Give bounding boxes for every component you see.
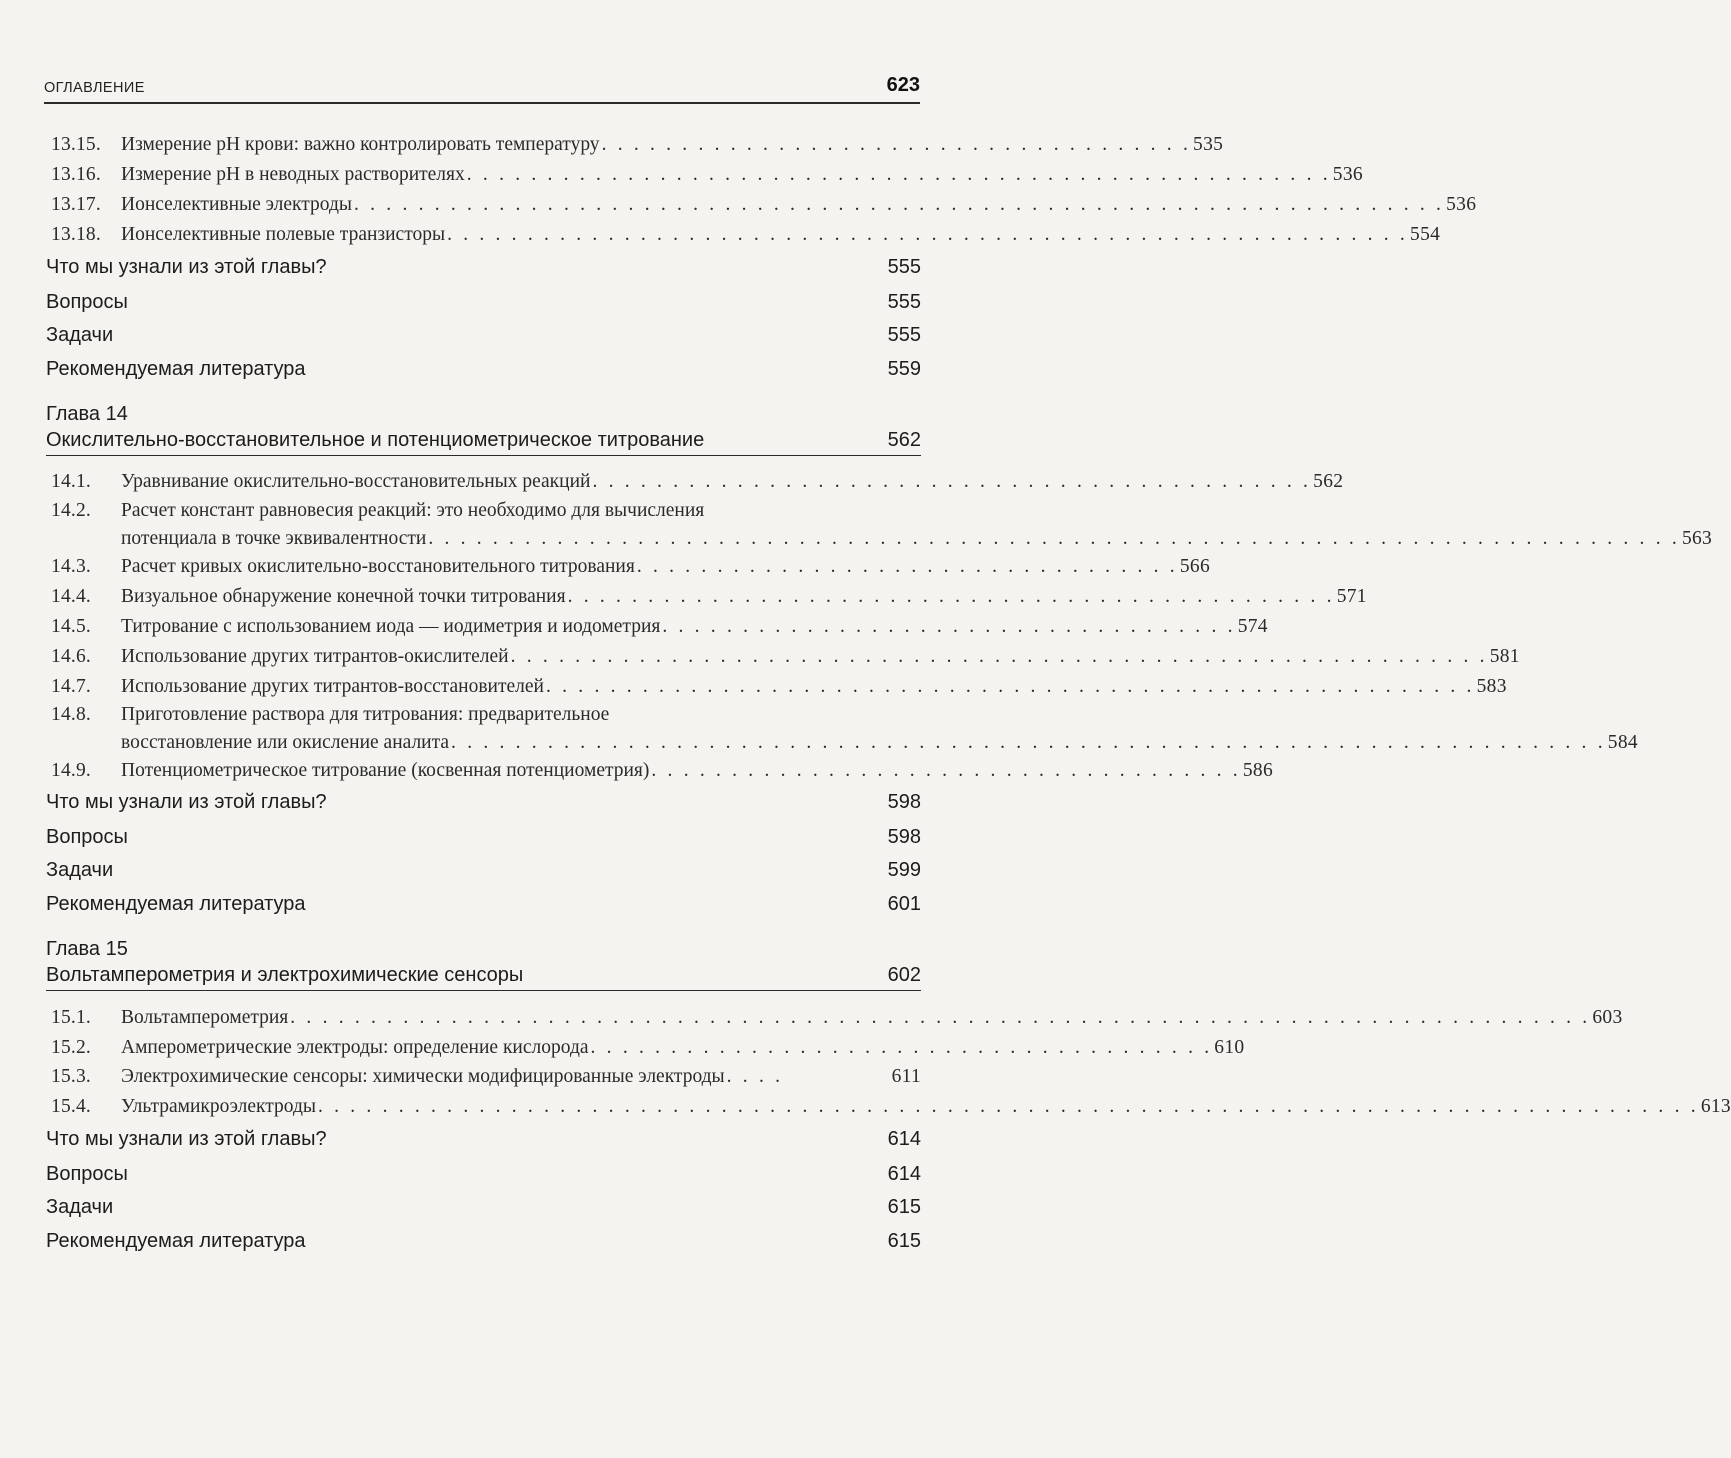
toc-entry-14-3[interactable] bbox=[46, 553, 1211, 581]
toc-entry-page: 535 bbox=[1193, 134, 1224, 155]
toc-entry-number: 14.8. bbox=[51, 704, 91, 725]
toc-end-label: Что мы узнали из этой главы? bbox=[46, 256, 327, 278]
toc-entry-page: 536 bbox=[1446, 194, 1477, 215]
toc-questions-15[interactable] bbox=[46, 1159, 921, 1189]
toc-end-page: 598 bbox=[887, 791, 921, 813]
toc-entry-page: 610 bbox=[1214, 1037, 1245, 1058]
toc-end-label: Задачи bbox=[46, 1196, 114, 1218]
dot-leader: . . . . . . . . . . . . . . . . . . . . . . . . . . . . . . . . . . . . . . . . . . . . . . . . . . . . . . . . . . bbox=[546, 676, 1475, 697]
dot-leader: . . . . . . . . . . . . . . . . . . . . . . . . . . . . . . . . . . . . . . . . . . . . . . . . . . . . . . bbox=[466, 164, 1331, 185]
toc-entry-14-2[interactable] bbox=[46, 497, 1713, 553]
dot-leader: . . . . bbox=[726, 1066, 784, 1087]
toc-entry-number: 13.17. bbox=[51, 194, 101, 215]
toc-end-page: 614 bbox=[887, 1128, 921, 1150]
dot-leader: . . . . . . . . . . . . . . . . . . . . . . . . . . . . . . . . . . . . . . . . . . . . . . . . bbox=[567, 586, 1335, 607]
toc-entry-number: 14.2. bbox=[51, 500, 91, 521]
toc-entry-page: 563 bbox=[1681, 528, 1713, 549]
toc-entry-page: 571 bbox=[1336, 586, 1367, 607]
chapter-page: 602 bbox=[887, 964, 921, 986]
toc-entry-title: Использование других титрантов-восстановителей bbox=[121, 676, 544, 697]
dot-leader: . . . . . . . . . . . . . . . . . . . . . . . . . . . . . . . . . . . . . . . . . . . . . . . . . . . . . . . . . . . . . . . . . . . . bbox=[354, 194, 1445, 215]
toc-entry-number: 13.16. bbox=[51, 164, 101, 185]
toc-entry-15-2[interactable] bbox=[46, 1034, 1245, 1062]
toc-entry-13-18[interactable] bbox=[46, 221, 1441, 249]
toc-entry-14-6[interactable] bbox=[46, 643, 1520, 671]
toc-entry-15-1[interactable] bbox=[46, 1004, 1623, 1032]
dot-leader: . . . . . . . . . . . . . . . . . . . . . . . . . . . . . . . . . . . . . . . . . . . . . . . . . . . . . . . . . . . . . . . . . . . . . . . . . . . . . . . . . . . . . . bbox=[317, 1096, 1699, 1117]
toc-entry-13-17[interactable] bbox=[46, 191, 1477, 219]
dot-leader: . . . . . . . . . . . . . . . . . . . . . . . . . . . . . . . . . . . . . . . . . . . . . . . . . . . . . . . . . . . . . . . . . . . . . . . . . . . . . . bbox=[428, 528, 1680, 549]
toc-entry-title: потенциала в точке эквивалентности bbox=[121, 528, 427, 549]
toc-entry-14-8[interactable] bbox=[46, 701, 1638, 757]
dot-leader: . . . . . . . . . . . . . . . . . . . . . . . . . . . . . . . . . . . . . . . bbox=[590, 1037, 1213, 1058]
toc-entry-title: Электрохимические сенсоры: химически модифицированные электроды bbox=[121, 1066, 725, 1087]
toc-entry-14-5[interactable] bbox=[46, 613, 1268, 641]
toc-entry-page: 611 bbox=[891, 1066, 921, 1087]
dot-leader: . . . . . . . . . . . . . . . . . . . . . . . . . . . . . . . . . . . . . . . . . . . . . . . . . . . . . . . . . . . . . . . . . . . . . . . . bbox=[451, 732, 1606, 753]
chapter-title: Окислительно-восстановительное и потенциометрическое титрование bbox=[46, 429, 705, 451]
running-head bbox=[44, 74, 920, 104]
dot-leader: . . . . . . . . . . . . . . . . . . . . . . . . . . . . . . . . . . . . . . . . . . . . . . . . . . . . . . . . . . . . . . . . . . . . . . . . . . . . . . . . . bbox=[290, 1007, 1591, 1028]
toc-entry-title-line1: Приготовление раствора для титрования: предварительное bbox=[121, 704, 610, 725]
toc-end-label: Рекомендуемая литература bbox=[46, 893, 306, 915]
toc-end-label: Задачи bbox=[46, 324, 114, 346]
toc-end-page: 559 bbox=[887, 358, 921, 380]
toc-entry-title: Потенциометрическое титрование (косвенная потенциометрия) bbox=[121, 760, 650, 781]
toc-end-page: 615 bbox=[887, 1196, 921, 1218]
toc-entry-title: Ионселективные полевые транзисторы bbox=[121, 224, 446, 245]
chapter-label: Глава 15 bbox=[46, 938, 128, 960]
toc-entry-number: 15.2. bbox=[51, 1037, 91, 1058]
toc-entry-number: 14.1. bbox=[51, 471, 91, 492]
toc-end-label: Что мы узнали из этой главы? bbox=[46, 1128, 327, 1150]
toc-entry-title: Измерение рН крови: важно контролировать температуру bbox=[121, 134, 600, 155]
toc-entry-number: 14.5. bbox=[51, 616, 91, 637]
toc-chapter-15[interactable] bbox=[46, 936, 921, 991]
toc-entry-title: Ионселективные электроды bbox=[121, 194, 352, 215]
toc-entry-page: 554 bbox=[1410, 224, 1441, 245]
dot-leader: . . . . . . . . . . . . . . . . . . . . . . . . . . . . . . . . . . . . . bbox=[601, 134, 1192, 155]
toc-questions-13[interactable] bbox=[46, 287, 921, 317]
toc-entry-page: 584 bbox=[1607, 732, 1638, 753]
toc-entry-title: восстановление или окисление аналита bbox=[121, 732, 450, 753]
dot-leader: . . . . . . . . . . . . . . . . . . . . . . . . . . . . . . . . . . bbox=[636, 556, 1178, 577]
dot-leader: . . . . . . . . . . . . . . . . . . . . . . . . . . . . . . . . . . . . . . . . . . . . . . . . . . . . . . . . . . . . bbox=[447, 224, 1409, 245]
toc-problems-13[interactable] bbox=[46, 320, 921, 350]
toc-end-page: 614 bbox=[887, 1163, 921, 1185]
toc-entry-14-1[interactable] bbox=[46, 468, 1344, 496]
toc-entry-number: 14.6. bbox=[51, 646, 91, 667]
toc-entry-number: 15.4. bbox=[51, 1096, 91, 1117]
toc-summary-13[interactable] bbox=[46, 252, 921, 282]
toc-end-page: 615 bbox=[887, 1230, 921, 1252]
toc-reading-13[interactable] bbox=[46, 354, 921, 384]
toc-entry-13-16[interactable] bbox=[46, 161, 1363, 189]
chapter-title: Вольтамперометрия и электрохимические сенсоры bbox=[46, 964, 524, 986]
toc-entry-number: 15.1. bbox=[51, 1007, 91, 1028]
toc-entry-title: Титрование с использованием иода — иодиметрия и иодометрия bbox=[121, 616, 661, 637]
toc-entry-page: 603 bbox=[1592, 1007, 1623, 1028]
toc-entry-title: Расчет кривых окислительно-восстановительного титрования bbox=[121, 556, 635, 577]
toc-entry-number: 13.15. bbox=[51, 134, 101, 155]
toc-entry-page: 581 bbox=[1489, 646, 1520, 667]
toc-problems-14[interactable] bbox=[46, 855, 921, 885]
toc-entry-title: Измерение рН в неводных растворителях bbox=[121, 164, 465, 185]
toc-entry-number: 14.3. bbox=[51, 556, 91, 577]
toc-entry-title: Использование других титрантов-окислителей bbox=[121, 646, 509, 667]
toc-end-page: 555 bbox=[887, 291, 921, 313]
toc-entry-page: 562 bbox=[1313, 471, 1344, 492]
chapter-label: Глава 14 bbox=[46, 403, 128, 425]
dot-leader: . . . . . . . . . . . . . . . . . . . . . . . . . . . . . . . . . . . . . . . . . . . . . bbox=[592, 471, 1312, 492]
dot-leader: . . . . . . . . . . . . . . . . . . . . . . . . . . . . . . . . . . . . bbox=[662, 616, 1236, 637]
toc-entry-page: 574 bbox=[1237, 616, 1268, 637]
toc-end-label: Задачи bbox=[46, 859, 114, 881]
toc-entry-title: Визуальное обнаружение конечной точки титрования bbox=[121, 586, 566, 607]
toc-end-label: Вопросы bbox=[46, 826, 128, 848]
toc-entry-number: 13.18. bbox=[51, 224, 101, 245]
toc-entry-page: 583 bbox=[1476, 676, 1507, 697]
toc-reading-15[interactable] bbox=[46, 1226, 921, 1256]
dot-leader: . . . . . . . . . . . . . . . . . . . . . . . . . . . . . . . . . . . . . . . . . . . . . . . . . . . . . . . . . . . . . bbox=[510, 646, 1488, 667]
toc-entry-number: 14.9. bbox=[51, 760, 91, 781]
toc-end-label: Вопросы bbox=[46, 291, 128, 313]
toc-entry-title-line1: Расчет констант равновесия реакций: это необходимо для вычисления bbox=[121, 500, 705, 521]
toc-entry-14-9[interactable] bbox=[46, 757, 1274, 785]
toc-entry-title: Ультрамикроэлектроды bbox=[121, 1096, 316, 1117]
toc-summary-14[interactable] bbox=[46, 787, 921, 817]
toc-end-page: 601 bbox=[887, 893, 921, 915]
toc-entry-page: 536 bbox=[1332, 164, 1363, 185]
toc-end-label: Вопросы bbox=[46, 1163, 128, 1185]
running-head-title: ОГЛАВЛЕНИЕ bbox=[44, 80, 145, 96]
toc-summary-15[interactable] bbox=[46, 1124, 921, 1154]
toc-entry-14-7[interactable] bbox=[46, 673, 1507, 701]
toc-entry-title: Амперометрические электроды: определение кислорода bbox=[121, 1037, 589, 1058]
toc-end-page: 555 bbox=[887, 324, 921, 346]
toc-entry-page: 586 bbox=[1242, 760, 1274, 781]
toc-chapter-14[interactable] bbox=[46, 401, 921, 456]
toc-problems-15[interactable] bbox=[46, 1192, 921, 1222]
toc-end-page: 598 bbox=[887, 826, 921, 848]
toc-entry-number: 14.7. bbox=[51, 676, 91, 697]
toc-end-page: 555 bbox=[887, 256, 921, 278]
toc-entry-number: 15.3. bbox=[51, 1066, 91, 1087]
toc-questions-14[interactable] bbox=[46, 822, 921, 852]
toc-end-label: Рекомендуемая литература bbox=[46, 358, 306, 380]
toc-end-label: Что мы узнали из этой главы? bbox=[46, 791, 327, 813]
toc-end-page: 599 bbox=[887, 859, 921, 881]
toc-entry-15-3[interactable] bbox=[46, 1063, 921, 1091]
toc-entry-14-4[interactable] bbox=[46, 583, 1367, 611]
toc-entry-number: 14.4. bbox=[51, 586, 91, 607]
toc-entry-13-15[interactable] bbox=[46, 131, 1224, 159]
chapter-page: 562 bbox=[887, 429, 921, 451]
dot-leader: . . . . . . . . . . . . . . . . . . . . . . . . . . . . . . . . . . . . . bbox=[651, 760, 1241, 781]
page-number: 623 bbox=[886, 74, 920, 96]
toc-reading-14[interactable] bbox=[46, 889, 921, 919]
toc-end-label: Рекомендуемая литература bbox=[46, 1230, 306, 1252]
toc-entry-page: 566 bbox=[1179, 556, 1211, 577]
toc-entry-title: Уравнивание окислительно-восстановительных реакций bbox=[121, 471, 591, 492]
toc-entry-title: Вольтамперометрия bbox=[121, 1007, 289, 1028]
toc-entry-15-4[interactable] bbox=[46, 1093, 1731, 1121]
toc-entry-page: 613 bbox=[1700, 1096, 1731, 1117]
